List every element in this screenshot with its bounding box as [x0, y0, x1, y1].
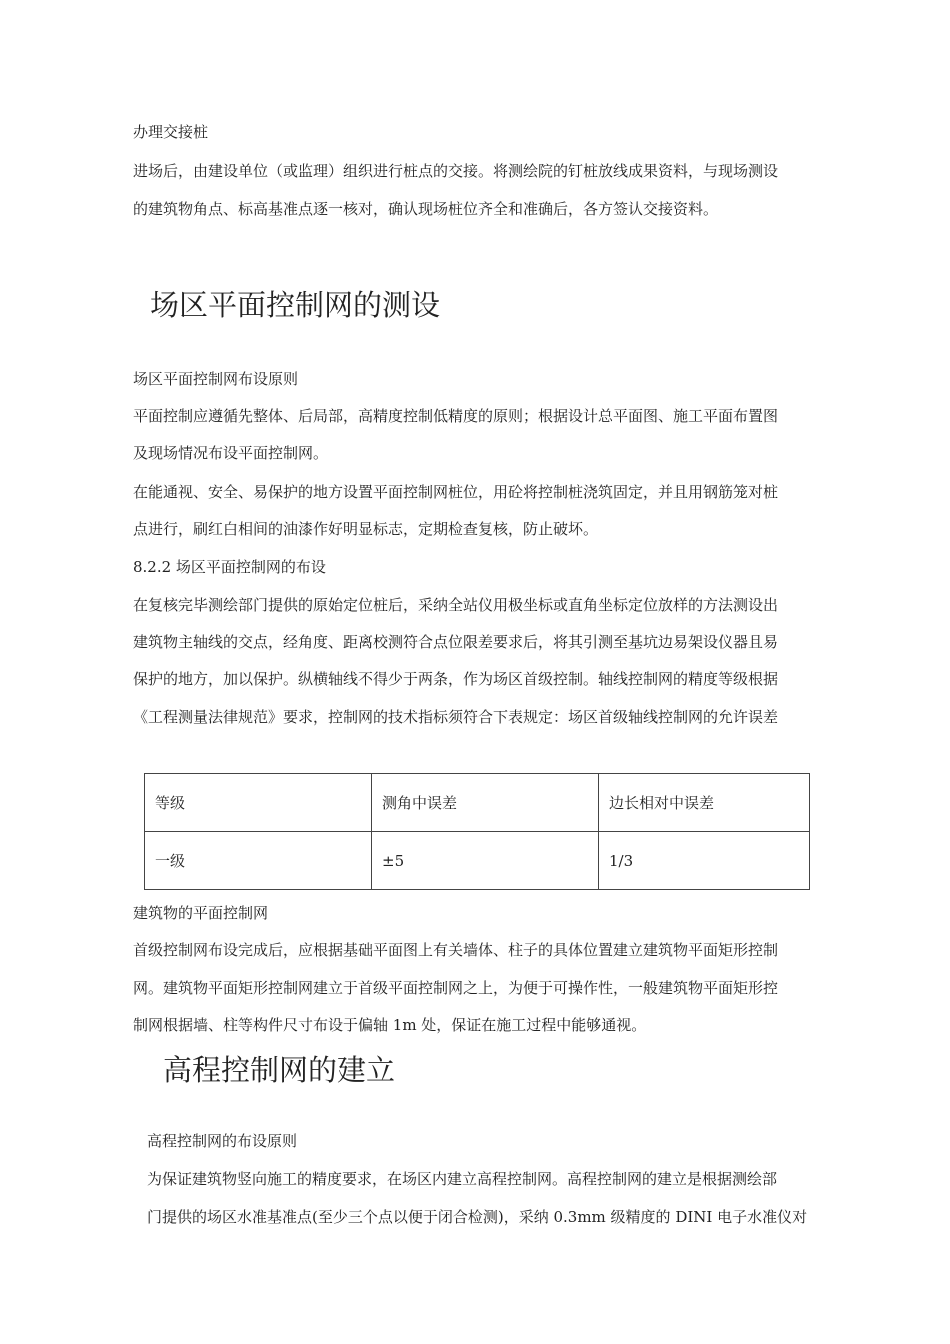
paragraph-line: 为保证建筑物竖向施工的精度要求，在场区内建立高程控制网。高程控制网的建立是根据测绘部: [147, 1170, 778, 1188]
section-title: 高程控制网的建立: [163, 1053, 396, 1087]
subsection-heading: 8.2.2 场区平面控制网的布设: [133, 558, 326, 576]
paragraph-line: 进场后，由建设单位（或监理）组织进行桩点的交接。将测绘院的钉桩放线成果资料，与现场测设: [133, 162, 779, 180]
subsection-heading: 场区平面控制网布设原则: [133, 370, 299, 388]
table-row: [145, 832, 810, 890]
table-header-cell: 边长相对中误差: [599, 774, 810, 832]
paragraph-line: 制网根据墙、柱等构件尺寸布设于偏轴 1m 处，保证在施工过程中能够通视。: [133, 1016, 647, 1034]
table-header-cell: 测角中误差: [372, 774, 599, 832]
paragraph-line: 点进行，刷红白相间的油漆作好明显标志，定期检查复核，防止破坏。: [133, 520, 599, 538]
table-header-row: [145, 774, 810, 832]
table-cell: ±5: [372, 832, 599, 890]
paragraph-line: 保护的地方，加以保护。纵横轴线不得少于两条，作为场区首级控制。轴线控制网的精度等级根据: [133, 670, 779, 688]
table-cell: 1/3: [599, 832, 810, 890]
paragraph-line: 平面控制应遵循先整体、后局部，高精度控制低精度的原则；根据设计总平面图、施工平面布置图: [133, 407, 779, 425]
paragraph-line: 在能通视、安全、易保护的地方设置平面控制网桩位，用砼将控制桩浇筑固定，并且用钢筋笼对桩: [133, 483, 779, 501]
paragraph-line: 的建筑物角点、标高基准点逐一核对，确认现场桩位齐全和准确后，各方签认交接资料。: [133, 200, 719, 218]
paragraph-line: 门提供的场区水准基准点(至少三个点以便于闭合检测)，采纳 0.3mm 级精度的 DINI 电子水准仪对: [147, 1208, 808, 1226]
section-heading: 办理交接桩: [133, 123, 209, 141]
table-cell: 一级: [145, 832, 372, 890]
paragraph-line: 网。建筑物平面矩形控制网建立于首级平面控制网之上，为便于可操作性，一般建筑物平面矩形控: [133, 979, 779, 997]
section-title: 场区平面控制网的测设: [150, 288, 441, 322]
paragraph-line: 在复核完毕测绘部门提供的原始定位桩后，采纳全站仪用极坐标或直角坐标定位放样的方法测设出: [133, 596, 779, 614]
paragraph-line: 《工程测量法律规范》要求，控制网的技术指标须符合下表规定：场区首级轴线控制网的允许误差: [133, 708, 779, 726]
paragraph-line: 建筑物主轴线的交点，经角度、距离校测符合点位限差要求后，将其引测至基坑边易架设仪器且易: [133, 633, 779, 651]
paragraph-line: 及现场情况布设平面控制网。: [133, 444, 329, 462]
paragraph-line: 首级控制网布设完成后，应根据基础平面图上有关墙体、柱子的具体位置建立建筑物平面矩形控制: [133, 941, 779, 959]
subsection-heading: 建筑物的平面控制网: [133, 904, 269, 922]
subsection-heading: 高程控制网的布设原则: [147, 1132, 298, 1150]
table-header-cell: 等级: [145, 774, 372, 832]
accuracy-table: [144, 773, 810, 890]
